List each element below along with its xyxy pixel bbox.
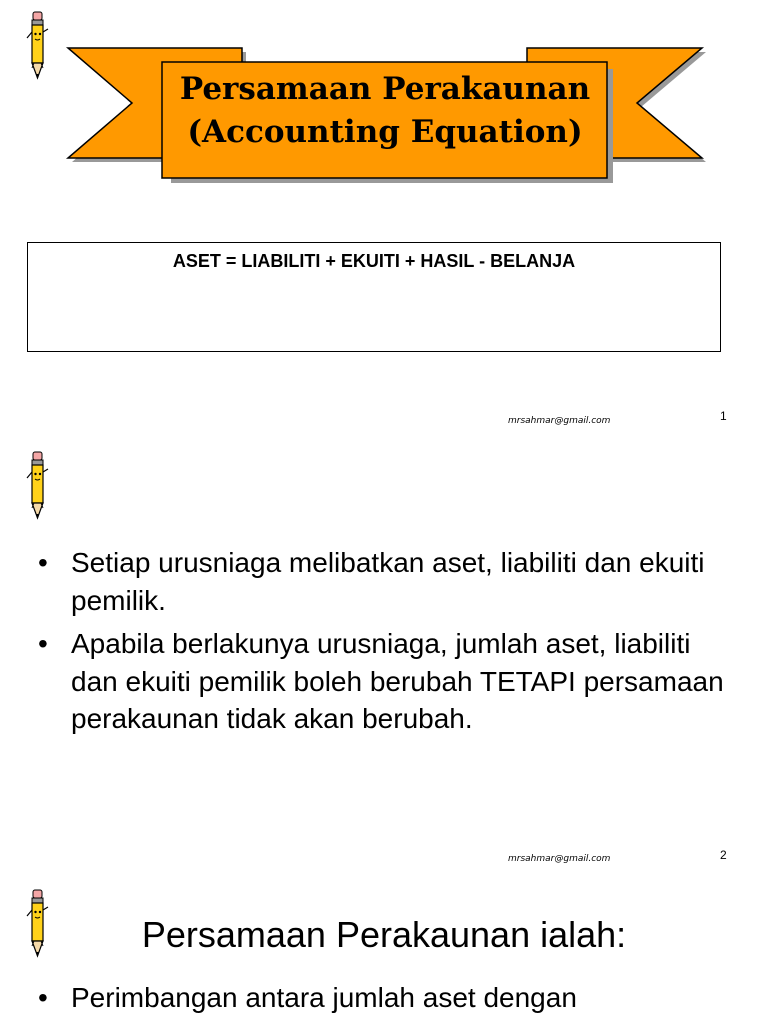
list-item [38, 982, 577, 1014]
bullet-list [38, 544, 738, 744]
title-text [162, 68, 608, 154]
equation-box [27, 242, 721, 352]
title-line-1: Persamaan Perakaunan [179, 71, 591, 107]
page-number: 2 [720, 848, 727, 862]
footer-email: mrsahmar@gmail.com [508, 854, 611, 864]
slide-title: Persamaan Perakaunan ialah: [141, 914, 627, 955]
bullet-text: Setiap urusniaga melibatkan aset, liabiliti dan ekuiti pemilik. [71, 547, 705, 616]
bullet-glyph: • [38, 547, 48, 578]
slide-1 [0, 0, 768, 435]
accounting-equation: ASET = LIABILITI + EKUITI + HASIL - BELANJA [172, 251, 576, 271]
bullet-text: Apabila berlakunya urusniaga, jumlah aset, liabiliti dan ekuiti pemilik boleh berubah TETAPI persamaan perakaunan tidak akan berubah. [71, 628, 724, 734]
slide-2 [0, 435, 768, 870]
bullet-glyph: • [38, 628, 48, 659]
bullet-glyph: • [38, 982, 48, 1013]
title-line-2: (Accounting Equation) [187, 114, 583, 150]
pencil-icon [24, 450, 50, 524]
slide-3 [0, 870, 768, 1024]
list-item [38, 625, 738, 738]
bullet-text: Perimbangan antara jumlah aset dengan [71, 982, 577, 1013]
page-number: 1 [720, 409, 727, 423]
pencil-icon [24, 10, 50, 84]
list-item [38, 544, 738, 619]
footer-email: mrsahmar@gmail.com [508, 416, 611, 426]
